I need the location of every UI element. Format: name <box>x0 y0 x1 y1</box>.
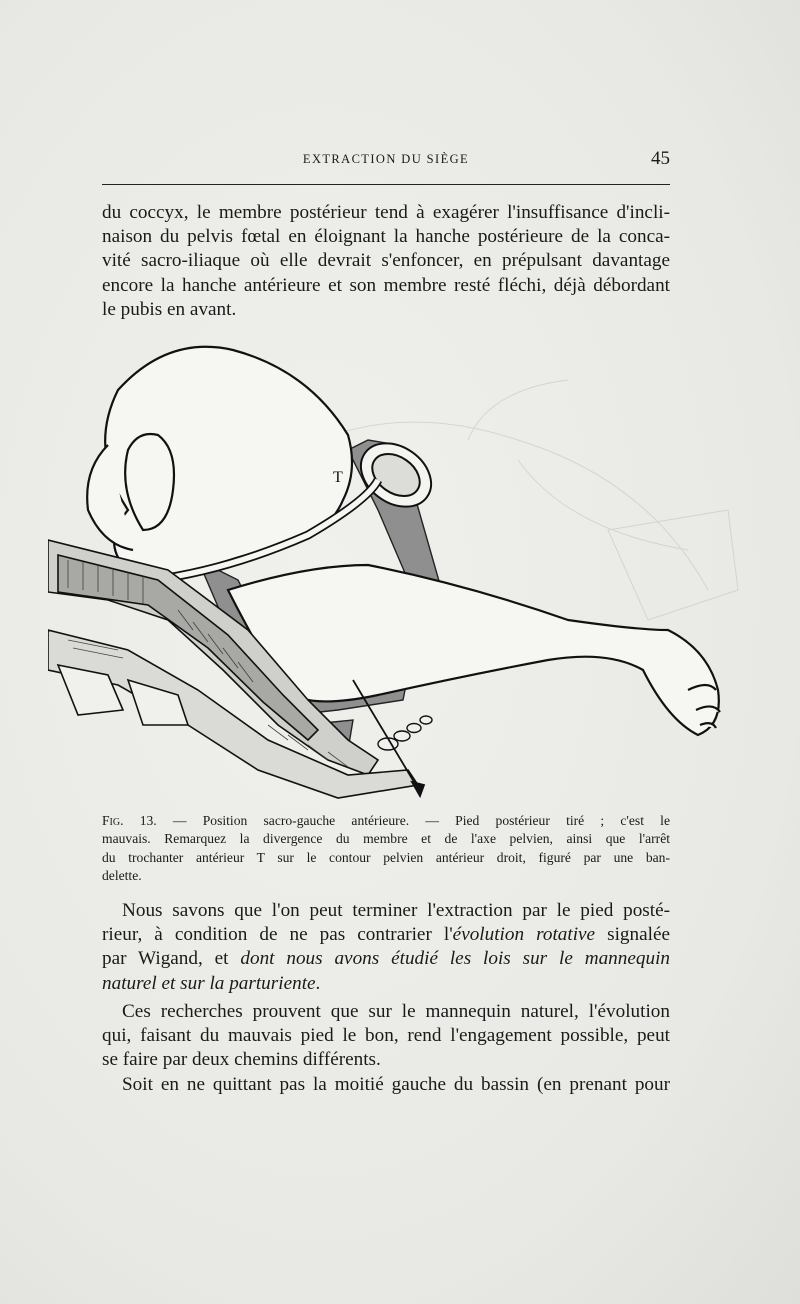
paragraph-2 <box>102 899 670 996</box>
trochanter-label-T: T <box>333 469 343 486</box>
text-line: le pubis en avant. <box>102 298 237 320</box>
page-header <box>102 150 670 174</box>
text-line: Ces recherches prouvent que sur le mannequin naturel, l'évolution <box>122 1001 670 1022</box>
text-line: se faire par deux chemins différents. <box>102 1049 381 1071</box>
figure-illustration <box>48 330 748 802</box>
anatomical-engraving <box>48 330 748 802</box>
figure-caption <box>102 812 670 885</box>
paragraph-3 <box>102 1000 670 1073</box>
caption-line: mauvais. Remarquez la divergence du membre et de l'axe pelvien, ainsi que l'arrêt <box>102 831 670 847</box>
text-line: naturel et sur la parturiente. <box>102 972 321 994</box>
text-line: du coccyx, le membre postérieur tend à exagérer l'insuffisance d'incli- <box>102 202 670 223</box>
text-line: vité sacro-iliaque où elle devrait s'enfoncer, en prépulsant davantage <box>102 250 670 272</box>
caption-line: delette. <box>102 867 142 883</box>
caption-line: Fig. 13. — Position sacro-gauche antérieure. — Pied postérieur tiré ; c'est le <box>102 813 670 828</box>
text-line: rieur, à condition de ne pas contrarier l'évolution rotative signalée <box>102 924 670 946</box>
header-rule <box>102 184 670 185</box>
figure-label: Fig. 13. <box>102 813 157 828</box>
paragraph-1 <box>102 201 670 322</box>
running-title: EXTRACTION DU SIÈGE <box>302 152 470 166</box>
text-line: Nous savons que l'on peut terminer l'extraction par le pied posté- <box>122 900 670 921</box>
paragraph-4 <box>102 1073 670 1097</box>
text-line: par Wigand, et dont nous avons étudié les lois sur le mannequin <box>102 948 670 970</box>
caption-line: du trochanter antérieur T sur le contour pelvien antérieur droit, figuré par une ban- <box>102 849 670 865</box>
text-line: naison du pelvis fœtal en éloignant la hanche postérieure de la conca- <box>102 226 670 248</box>
text-line: qui, faisant du mauvais pied le bon, rend l'engagement possible, peut <box>102 1025 670 1047</box>
page-number: 45 <box>651 148 670 169</box>
text-line: Soit en ne quittant pas la moitié gauche du bassin (en prenant pour <box>122 1074 670 1095</box>
text-line: encore la hanche antérieure et son membre resté fléchi, déjà débordant <box>102 274 670 296</box>
